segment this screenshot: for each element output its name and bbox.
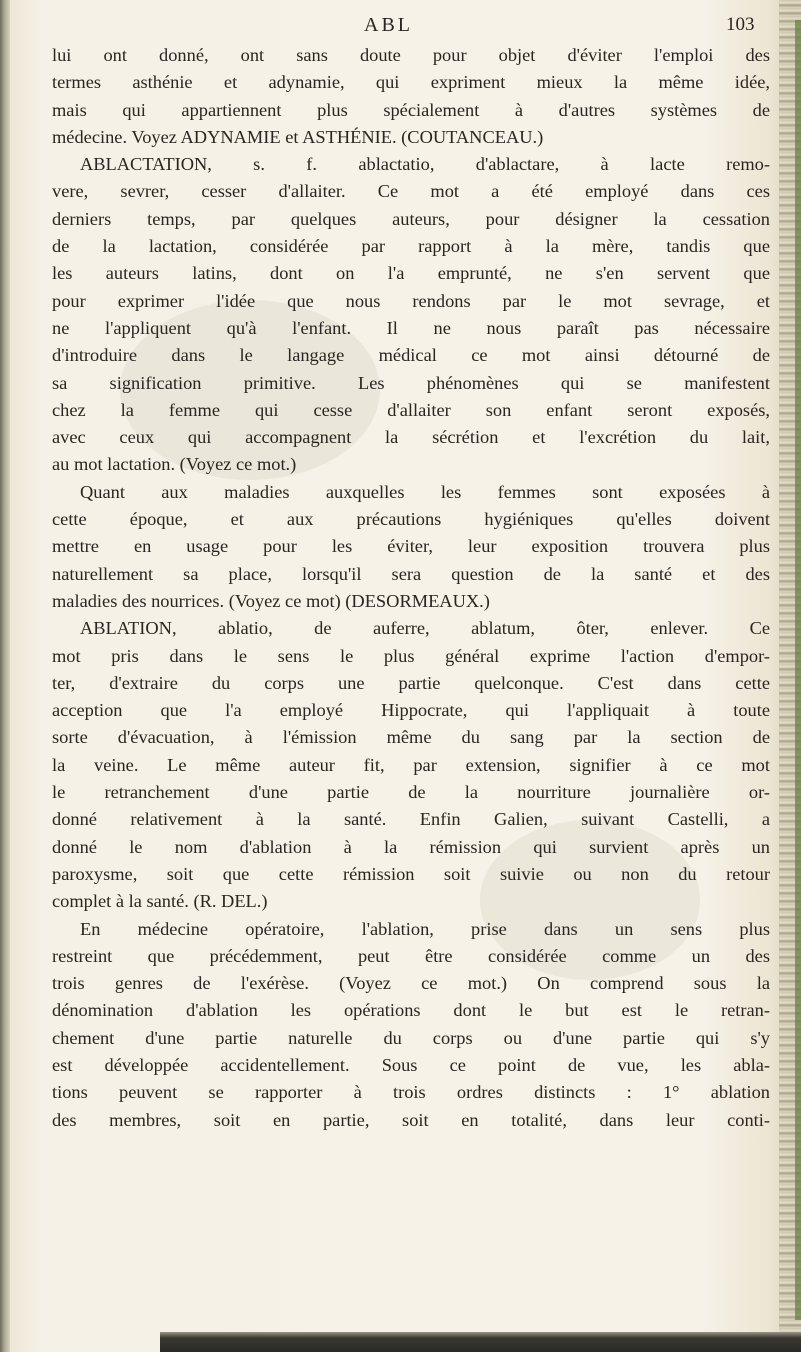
text-line: tions peuvent se rapporter à trois ordres distincts : 1° ablation [52,1082,770,1103]
page-bottom-shadow [160,1332,801,1352]
text-line: mettre en usage pour les éviter, leur exposition trouvera plus [52,536,770,557]
running-head: ABL [364,14,413,36]
text-line: derniers temps, par quelques auteurs, pour désigner la cessation [52,208,770,229]
text-line: En médecine opératoire, l'ablation, prise dans un sens plus [80,918,770,939]
text-line: naturellement sa place, lorsqu'il sera question de la santé et des [52,563,770,584]
entry-headword-line: ABLATION, ablatio, de auferre, ablatum, ôter, enlever. Ce [80,618,770,639]
text-line: ter, d'extraire du corps une partie quelconque. C'est dans cette [52,672,770,693]
text-line: d'introduire dans le langage médical ce mot ainsi détourné de [52,345,770,366]
text-line: médecine. Voyez ADYNAMIE et ASTHÉNIE. (COUTANCEAU.) [52,126,544,147]
page-edge-tint [795,20,801,1320]
text-line: trois genres de l'exérèse. (Voyez ce mot.) On comprend sous la [52,973,770,994]
text-line: paroxysme, soit que cette rémission soit suivie ou non du retour [52,863,770,884]
text-line: mais qui appartiennent plus spécialement à d'autres systèmes de [52,99,770,120]
text-line: dénomination d'ablation les opérations dont le but est le retran- [52,1000,770,1021]
text-line: termes asthénie et adynamie, qui expriment mieux la même idée, [52,72,770,93]
text-line: ne l'appliquent qu'à l'enfant. Il ne nous paraît pas nécessaire [52,317,770,338]
text-line: est développée accidentellement. Sous ce point de vue, les abla- [52,1054,770,1075]
page-spine-shadow [0,0,10,1352]
text-line: les auteurs latins, dont on l'a emprunté, ne s'en servent que [52,263,770,284]
text-line: chement d'une partie naturelle du corps ou d'une partie qui s'y [52,1027,770,1048]
text-line: chez la femme qui cesse d'allaiter son enfant seront exposés, [52,399,770,420]
text-line: sorte d'évacuation, à l'émission même du sang par la section de [52,727,770,748]
text-line: complet à la santé. (R. DEL.) [52,891,268,912]
text-line: sa signification primitive. Les phénomènes qui se manifestent [52,372,770,393]
text-line: lui ont donné, ont sans doute pour objet d'éviter l'emploi des [52,45,770,65]
text-line: de la lactation, considérée par rapport à la mère, tandis que [52,236,770,257]
text-line: des membres, soit en partie, soit en totalité, dans leur conti- [52,1109,770,1130]
text-line: pour exprimer l'idée que nous rendons par le mot sevrage, et [52,290,770,311]
text-line: vere, sevrer, cesser d'allaiter. Ce mot a été employé dans ces [52,181,770,202]
text-line: avec ceux qui accompagnent la sécrétion et l'excrétion du lait, [52,427,770,448]
page-header [60,14,760,44]
page-number: 103 [726,14,755,35]
text-line: restreint que précédemment, peut être considérée comme un des [52,945,770,966]
text-line: donné relativement à la santé. Enfin Galien, suivant Castelli, a [52,809,770,830]
text-line: donné le nom d'ablation à la rémission qui survient après un [52,836,770,857]
text-line: cette époque, et aux précautions hygiéniques qu'elles doivent [52,509,770,530]
text-line: maladies des nourrices. (Voyez ce mot) (DESORMEAUX.) [52,590,490,611]
entry-headword-line: ABLACTATION, s. f. ablactatio, d'ablactare, à lacte remo- [80,154,770,175]
text-line: acception que l'a employé Hippocrate, qui l'appliquait à toute [52,700,770,721]
text-line: au mot lactation. (Voyez ce mot.) [52,454,297,475]
text-line: mot pris dans le sens le plus général exprime l'action d'empor- [52,645,770,666]
text-line: le retranchement d'une partie de la nourriture journalière or- [52,782,770,803]
text-line: la veine. Le même auteur fit, par extension, signifier à ce mot [52,754,770,775]
text-line: Quant aux maladies auxquelles les femmes sont exposées à [80,481,770,502]
body-text [52,42,770,1134]
